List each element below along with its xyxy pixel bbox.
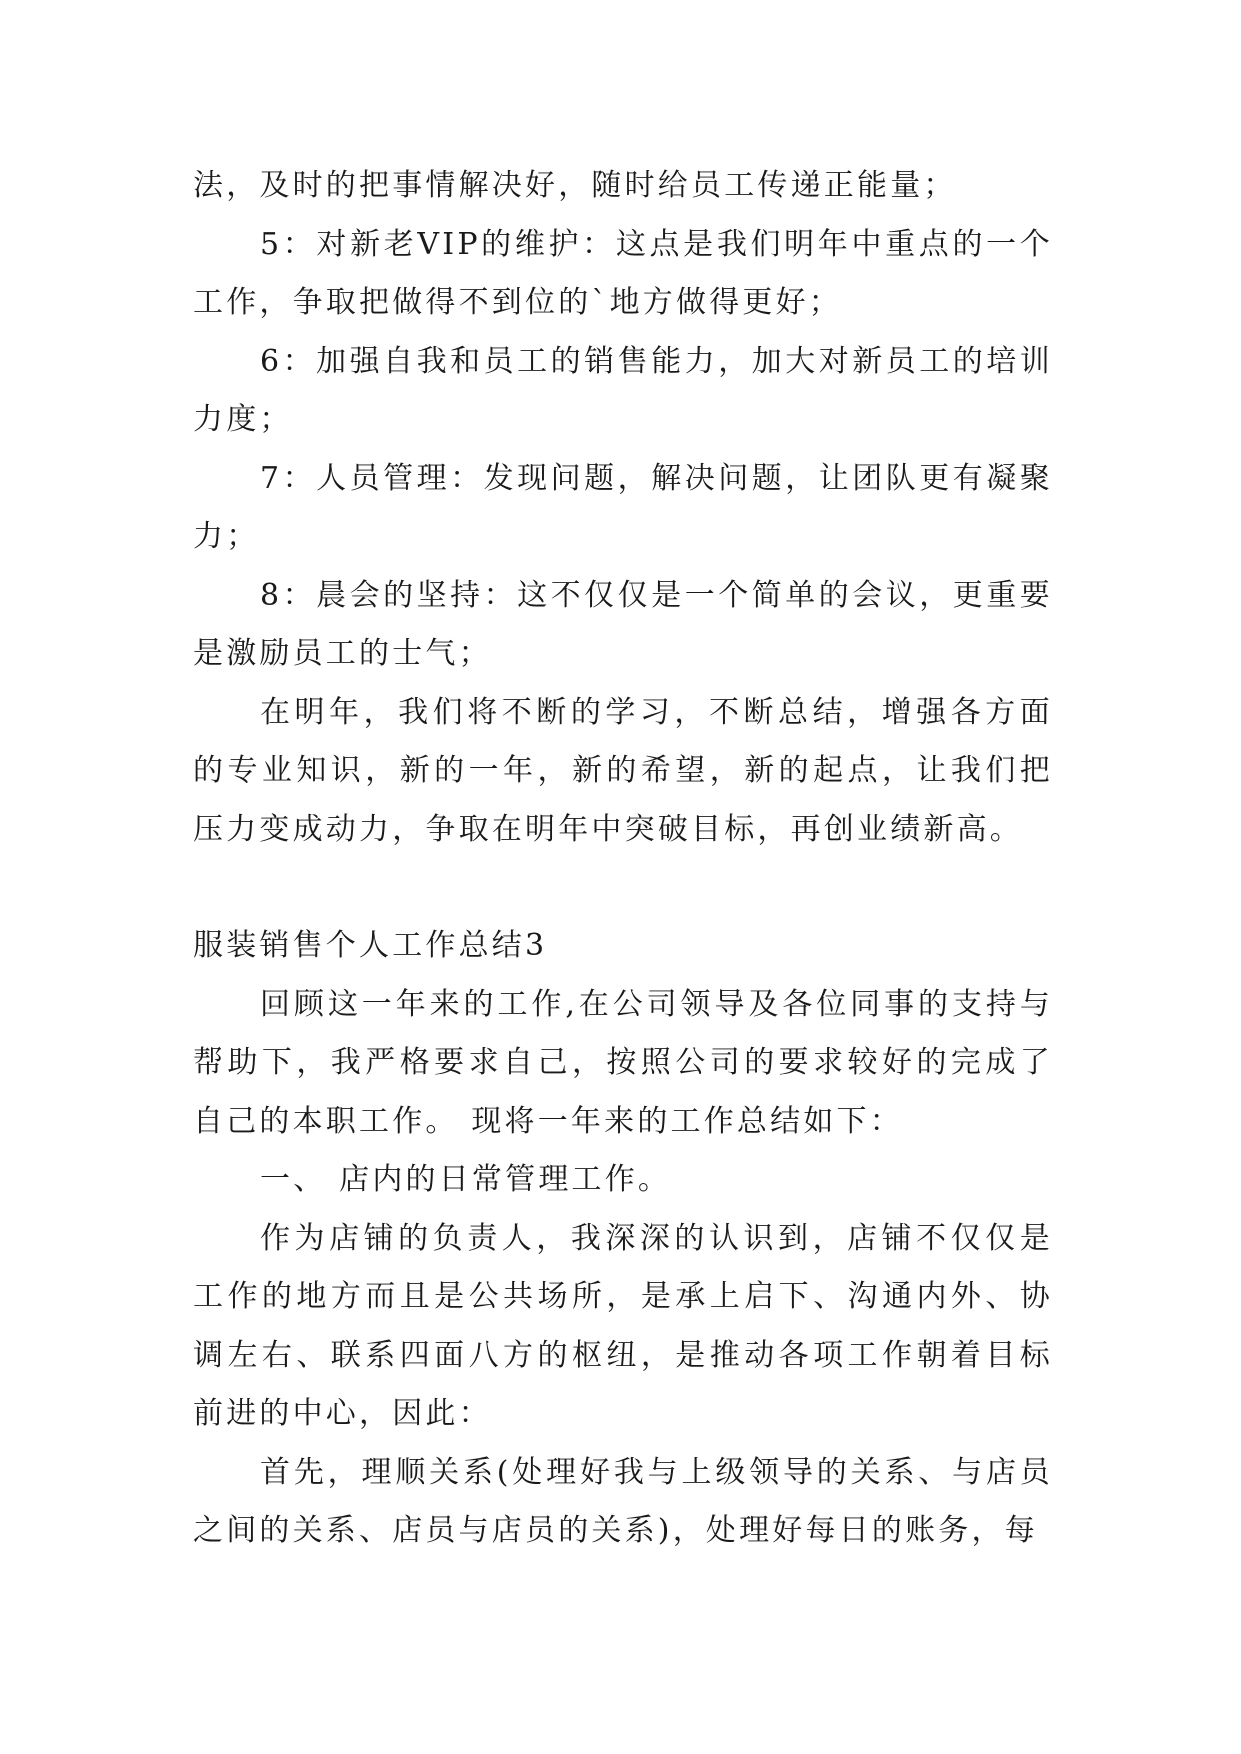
paragraph-item-7: 7：人员管理：发现问题，解决问题，让团队更有凝聚力； <box>193 460 1053 554</box>
paragraph-item-8: 8：晨会的坚持：这不仅仅是一个简单的会议，更重要是激励员工的士气； <box>193 577 1053 671</box>
paragraph-item-5: 5：对新老VIP的维护：这点是我们明年中重点的一个工作，争取把做得不到位的`地方做得更好； <box>193 226 1053 320</box>
section-title: 服装销售个人工作总结3 <box>193 928 548 963</box>
paragraph-store-role: 作为店铺的负责人，我深深的认识到，店铺不仅仅是工作的地方而且是公共场所，是承上启下、沟通内外、协调左右、联系四面八方的枢纽，是推动各项工作朝着目标前进的中心，因此： <box>193 1220 1053 1431</box>
paragraph-first: 首先，理顺关系(处理好我与上级领导的关系、与店员之间的关系、店员与店员的关系)，处理好每日的账务，每 <box>193 1454 1053 1548</box>
paragraph-intro: 回顾这一年来的工作,在公司领导及各位同事的支持与帮助下，我严格要求自己，按照公司的要求较好的完成了自己的本职工作。 现将一年来的工作总结如下： <box>193 986 1053 1139</box>
heading-daily-management: 一、 店内的日常管理工作。 <box>260 1162 672 1197</box>
paragraph-item-6: 6：加强自我和员工的销售能力，加大对新员工的培训力度； <box>193 343 1053 437</box>
section-spacer <box>193 859 1053 917</box>
paragraph-continuation: 法，及时的把事情解决好，随时给员工传递正能量； <box>193 168 957 203</box>
paragraph-conclusion: 在明年，我们将不断的学习，不断总结，增强各方面的专业知识，新的一年，新的希望，新的起点，让我们把压力变成动力，争取在明年中突破目标，再创业绩新高。 <box>193 694 1053 847</box>
document-body <box>193 157 1053 1561</box>
